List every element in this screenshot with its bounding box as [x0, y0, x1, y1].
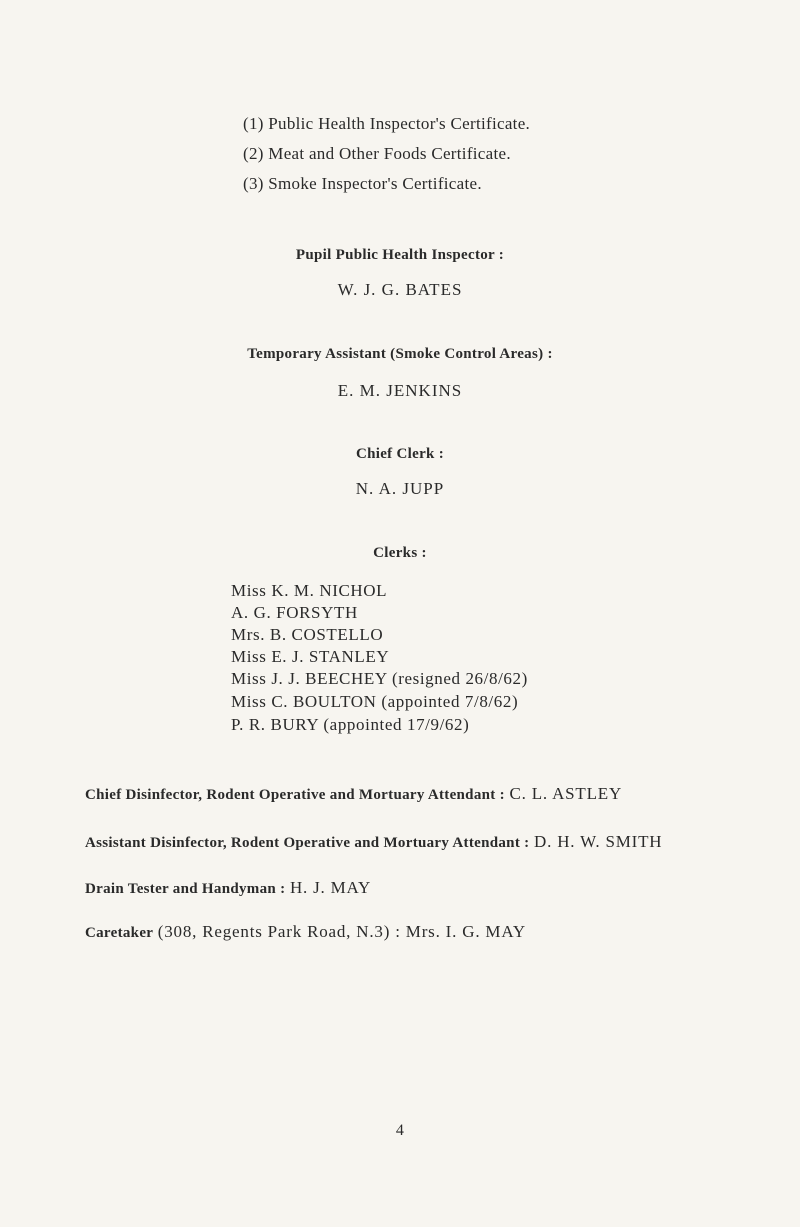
staff-role-name: (308, Regents Park Road, N.3) : Mrs. I. G. MAY — [157, 922, 526, 941]
clerk-name: P. R. BURY (appointed 17/9/62) — [231, 715, 470, 734]
clerk-name: A. G. FORSYTH — [231, 603, 358, 622]
staff-role-label: Chief Disinfector, Rodent Operative and Mortuary Attendant : — [85, 787, 505, 803]
pupil-inspector-name: W. J. G. BATES — [337, 280, 463, 299]
page-number: 4 — [395, 1122, 405, 1139]
pupil-inspector-heading: Pupil Public Health Inspector : — [295, 247, 505, 263]
staff-chief-disinfector — [85, 784, 622, 804]
staff-role-name: D. H. W. SMITH — [534, 832, 663, 851]
staff-drain-tester — [85, 878, 371, 898]
clerks-heading: Clerks : — [373, 545, 427, 561]
certificate-item: (2) Meat and Other Foods Certificate. — [243, 144, 511, 163]
clerk-name: Miss E. J. STANLEY — [231, 647, 390, 666]
staff-role-name: C. L. ASTLEY — [509, 784, 623, 803]
staff-assistant-disinfector — [85, 832, 662, 852]
temporary-assistant-heading: Temporary Assistant (Smoke Control Areas) : — [247, 346, 553, 362]
clerk-name: Mrs. B. COSTELLO — [231, 625, 384, 644]
staff-role-label: Caretaker — [85, 925, 154, 941]
certificate-item: (1) Public Health Inspector's Certificate. — [243, 114, 531, 133]
certificate-item: (3) Smoke Inspector's Certificate. — [243, 174, 482, 193]
staff-role-name: H. J. MAY — [289, 878, 372, 897]
clerk-name: Miss J. J. BEECHEY (resigned 26/8/62) — [231, 669, 528, 688]
temporary-assistant-name: E. M. JENKINS — [337, 381, 463, 400]
chief-clerk-name: N. A. JUPP — [355, 479, 445, 498]
chief-clerk-heading: Chief Clerk : — [355, 446, 445, 462]
staff-role-label: Assistant Disinfector, Rodent Operative and Mortuary Attendant : — [85, 835, 530, 851]
clerk-name: Miss K. M. NICHOL — [231, 581, 388, 600]
staff-role-label: Drain Tester and Handyman : — [85, 881, 286, 897]
staff-caretaker — [85, 922, 526, 942]
clerk-name: Miss C. BOULTON (appointed 7/8/62) — [231, 692, 519, 711]
